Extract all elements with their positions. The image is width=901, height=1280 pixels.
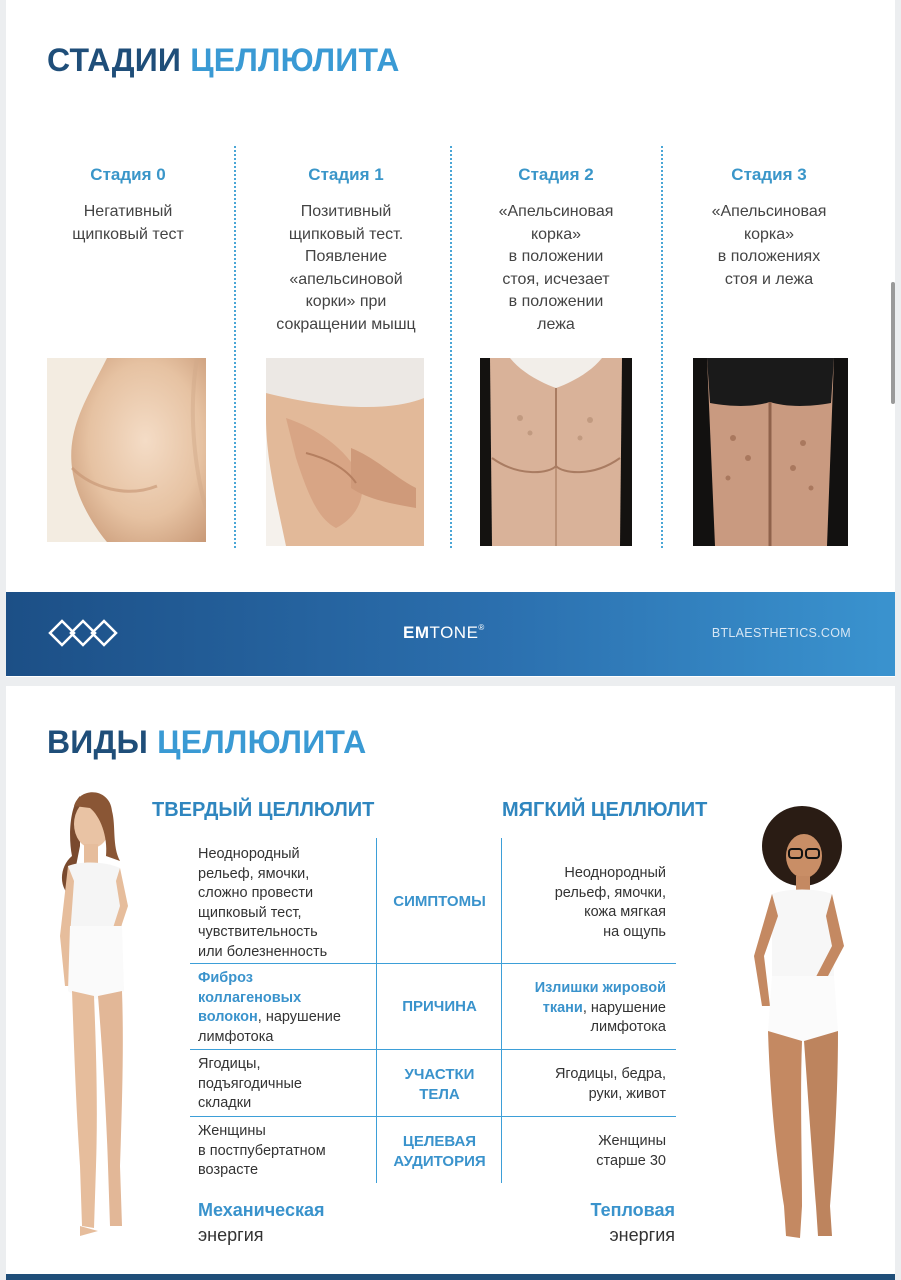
stage-1-photo bbox=[266, 358, 424, 546]
thermal-energy-line2: энергия bbox=[609, 1225, 675, 1245]
types-title-dark: ВИДЫ bbox=[47, 724, 149, 760]
thermal-energy-line1: Тепловая bbox=[590, 1200, 675, 1220]
table-row-divider bbox=[190, 963, 676, 964]
stage-heading: Стадия 0 bbox=[90, 165, 166, 184]
soft-audience-cell: Женщины старше 30 bbox=[596, 1133, 666, 1169]
table-row-divider bbox=[190, 1116, 676, 1117]
types-title bbox=[47, 724, 366, 761]
stages-title-light: ЦЕЛЛЮЛИТА bbox=[190, 42, 400, 78]
types-slide bbox=[6, 686, 895, 1280]
criterion-cause: ПРИЧИНА bbox=[402, 998, 477, 1015]
soft-cellulite-heading: МЯГКИЙ ЦЕЛЛЮЛИТ bbox=[502, 799, 708, 821]
mechanical-energy-line2: энергия bbox=[198, 1225, 264, 1245]
stage-0-photo bbox=[47, 358, 206, 542]
mechanical-energy-label bbox=[198, 1198, 324, 1248]
stage-heading: Стадия 1 bbox=[308, 165, 384, 184]
criterion-areas: УЧАСТКИ ТЕЛА bbox=[404, 1066, 475, 1103]
hard-cellulite-heading: ТВЕРДЫЙ ЦЕЛЛЮЛИТ bbox=[152, 799, 375, 821]
stage-divider bbox=[234, 146, 236, 548]
hard-cause-cell bbox=[198, 969, 373, 1047]
emtone-logo: EMTONE® bbox=[403, 623, 485, 642]
soft-cause-rest: , нарушение лимфотока bbox=[582, 999, 666, 1035]
website-text: BTLAESTHETICS.COM bbox=[711, 626, 851, 640]
table-divider-left bbox=[376, 838, 377, 1183]
brand-footer bbox=[6, 592, 895, 676]
slim-woman-figure bbox=[40, 786, 160, 1251]
stage-heading: Стадия 2 bbox=[518, 165, 594, 184]
criterion-symptoms: СИМПТОМЫ bbox=[393, 893, 486, 910]
stage-column-2 bbox=[456, 165, 656, 336]
stages-title bbox=[47, 42, 400, 79]
stage-divider bbox=[661, 146, 663, 548]
hard-symptoms-cell: Неоднородный рельеф, ямочки, сложно провести щипковый тест, чувствительность или болезненность bbox=[198, 846, 328, 960]
mechanical-energy-line1: Механическая bbox=[198, 1200, 325, 1220]
table-divider-right bbox=[501, 838, 502, 1183]
stage-divider bbox=[450, 146, 452, 548]
table-row-divider bbox=[190, 1049, 676, 1050]
stage-description: «Апельсиновая корка» в положении стоя, исчезает в положении лежа bbox=[498, 203, 614, 333]
stages-slide bbox=[6, 0, 895, 677]
stage-2-photo bbox=[480, 358, 632, 546]
stage-description: «Апельсиновая корка» в положениях стоя и лежа bbox=[711, 203, 827, 288]
thermal-energy-label bbox=[546, 1198, 675, 1248]
hard-audience-cell: Женщины в постпубертатном возрасте bbox=[198, 1123, 326, 1178]
stage-column-0 bbox=[28, 165, 228, 246]
stage-description: Позитивный щипковый тест. Появление «апельсиновой корки» при сокращении мышц bbox=[276, 203, 416, 333]
hard-cause-highlight: Фиброз коллагеновых волокон bbox=[198, 970, 302, 1025]
soft-cause-cell bbox=[506, 979, 666, 1038]
criterion-audience: ЦЕЛЕВАЯ АУДИТОРИЯ bbox=[393, 1133, 486, 1170]
hard-areas-cell: Ягодицы, подъягодичные складки bbox=[198, 1056, 302, 1111]
stages-title-dark: СТАДИИ bbox=[47, 42, 182, 78]
next-slide-band bbox=[6, 1274, 895, 1280]
curvy-woman-figure bbox=[732, 806, 872, 1261]
types-title-light: ЦЕЛЛЮЛИТА bbox=[157, 724, 367, 760]
btl-logo-icon bbox=[48, 619, 118, 652]
soft-areas-cell: Ягодицы, бедра, руки, живот bbox=[554, 1066, 666, 1102]
stage-column-3 bbox=[669, 165, 869, 291]
stage-column-1 bbox=[246, 165, 446, 336]
stage-heading: Стадия 3 bbox=[731, 165, 807, 184]
soft-symptoms-cell: Неоднородный рельеф, ямочки, кожа мягкая на ощупь bbox=[554, 865, 666, 940]
hard-cause-rest: , нарушение лимфотока bbox=[198, 1009, 341, 1045]
stage-description: Негативный щипковый тест bbox=[72, 203, 184, 243]
soft-cause-highlight: Излишки жировой ткани bbox=[534, 980, 666, 1016]
page-scrollbar[interactable] bbox=[891, 282, 895, 404]
stage-3-photo bbox=[693, 358, 848, 546]
